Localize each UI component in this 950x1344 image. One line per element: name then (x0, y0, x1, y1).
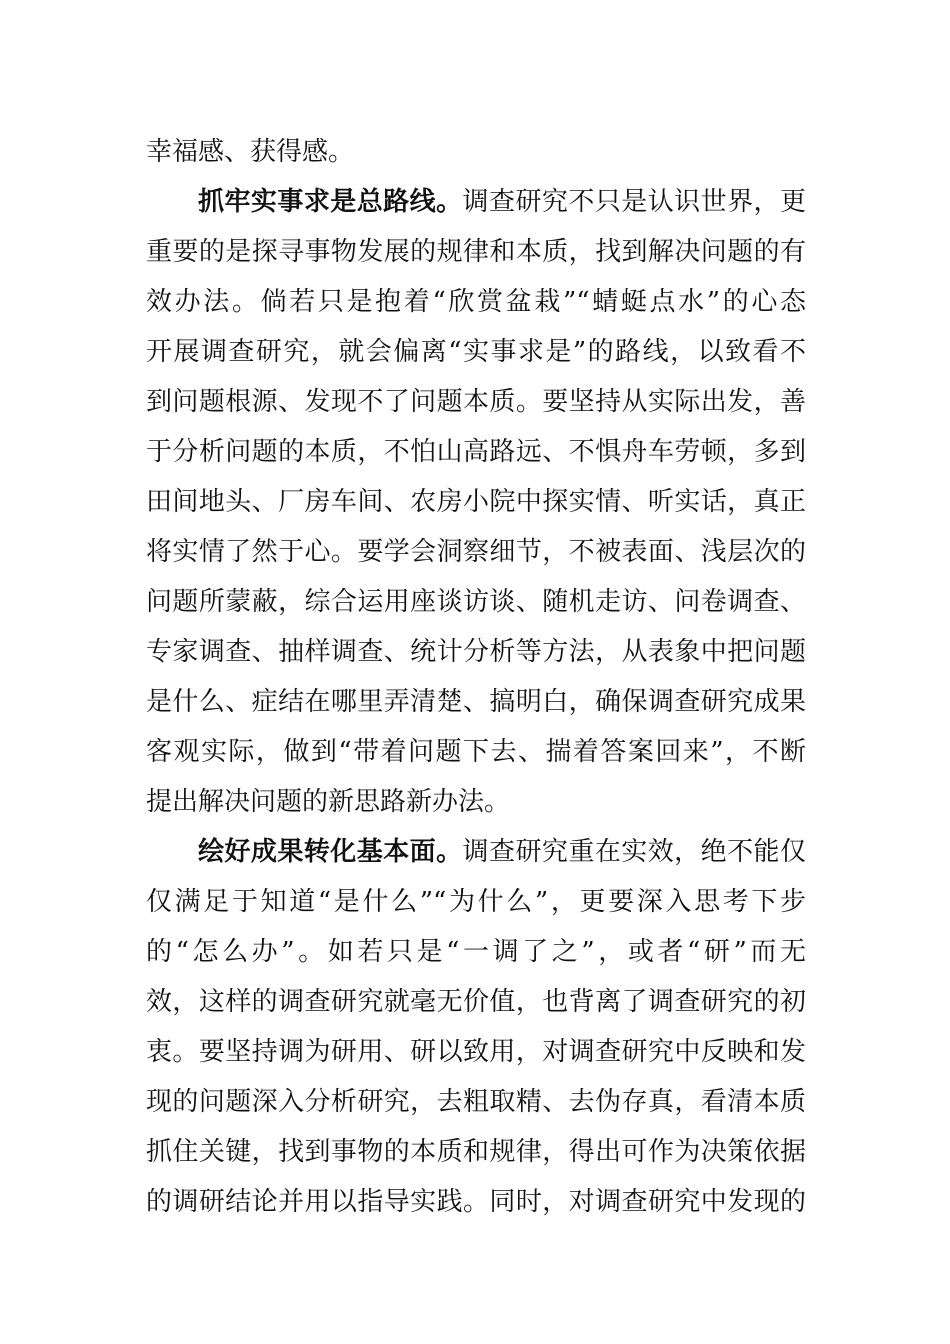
text-line: 衷。要坚持调为研用、研以致用，对调查研究中反映和发 (146, 1037, 806, 1067)
text-line: 效办法。倘若只是抱着“欣赏盆栽”“蜻蜓点水”的心态 (146, 287, 806, 317)
text-line: 重要的是探寻事物发展的规律和本质，找到解决问题的有 (146, 237, 806, 267)
section-heading: 抓牢实事求是总路线。 (198, 187, 463, 217)
text-line: 调查研究不只是认识世界，更 (462, 187, 806, 217)
text-line: 的调研结论并用以指导实践。同时，对调查研究中发现的 (146, 1187, 806, 1217)
text-line: 现的问题深入分析研究，去粗取精、去伪存真，看清本质 (146, 1087, 806, 1117)
text-line: 专家调查、抽样调查、统计分析等方法，从表象中把问题 (146, 637, 806, 667)
paragraph-first-line (146, 177, 806, 227)
section-heading: 绘好成果转化基本面。 (198, 837, 463, 867)
text-line: 到问题根源、发现不了问题本质。要坚持从实际出发，善 (146, 387, 806, 417)
text-line: 田间地头、厂房车间、农房小院中探实情、听实话，真正 (146, 487, 806, 517)
text-line: 调查研究重在实效，绝不能仅 (462, 837, 806, 867)
text-line: 开展调查研究，就会偏离“实事求是”的路线，以致看不 (146, 337, 806, 367)
text-line: 提出解决问题的新思路新办法。 (146, 787, 511, 817)
text-line: 效，这样的调查研究就毫无价值，也背离了调查研究的初 (146, 987, 806, 1017)
text-line: 于分析问题的本质，不怕山高路远、不惧舟车劳顿，多到 (146, 437, 806, 467)
text-line: 仅满足于知道“是什么”“为什么”，更要深入思考下步 (146, 887, 806, 917)
text-line: 幸福感、获得感。 (146, 137, 355, 167)
text-line: 抓住关键，找到事物的本质和规律，得出可作为决策依据 (146, 1137, 806, 1167)
text-line: 客观实际，做到“带着问题下去、揣着答案回来”，不断 (146, 737, 806, 767)
paragraph-first-line (146, 827, 806, 877)
document-body (146, 127, 806, 1227)
text-line: 将实情了然于心。要学会洞察细节，不被表面、浅层次的 (146, 537, 806, 567)
text-line: 是什么、症结在哪里弄清楚、搞明白，确保调查研究成果 (146, 687, 806, 717)
text-line: 的“怎么办”。如若只是“一调了之”，或者“研”而无 (146, 937, 806, 967)
text-line: 问题所蒙蔽，综合运用座谈访谈、随机走访、问卷调查、 (146, 587, 806, 617)
